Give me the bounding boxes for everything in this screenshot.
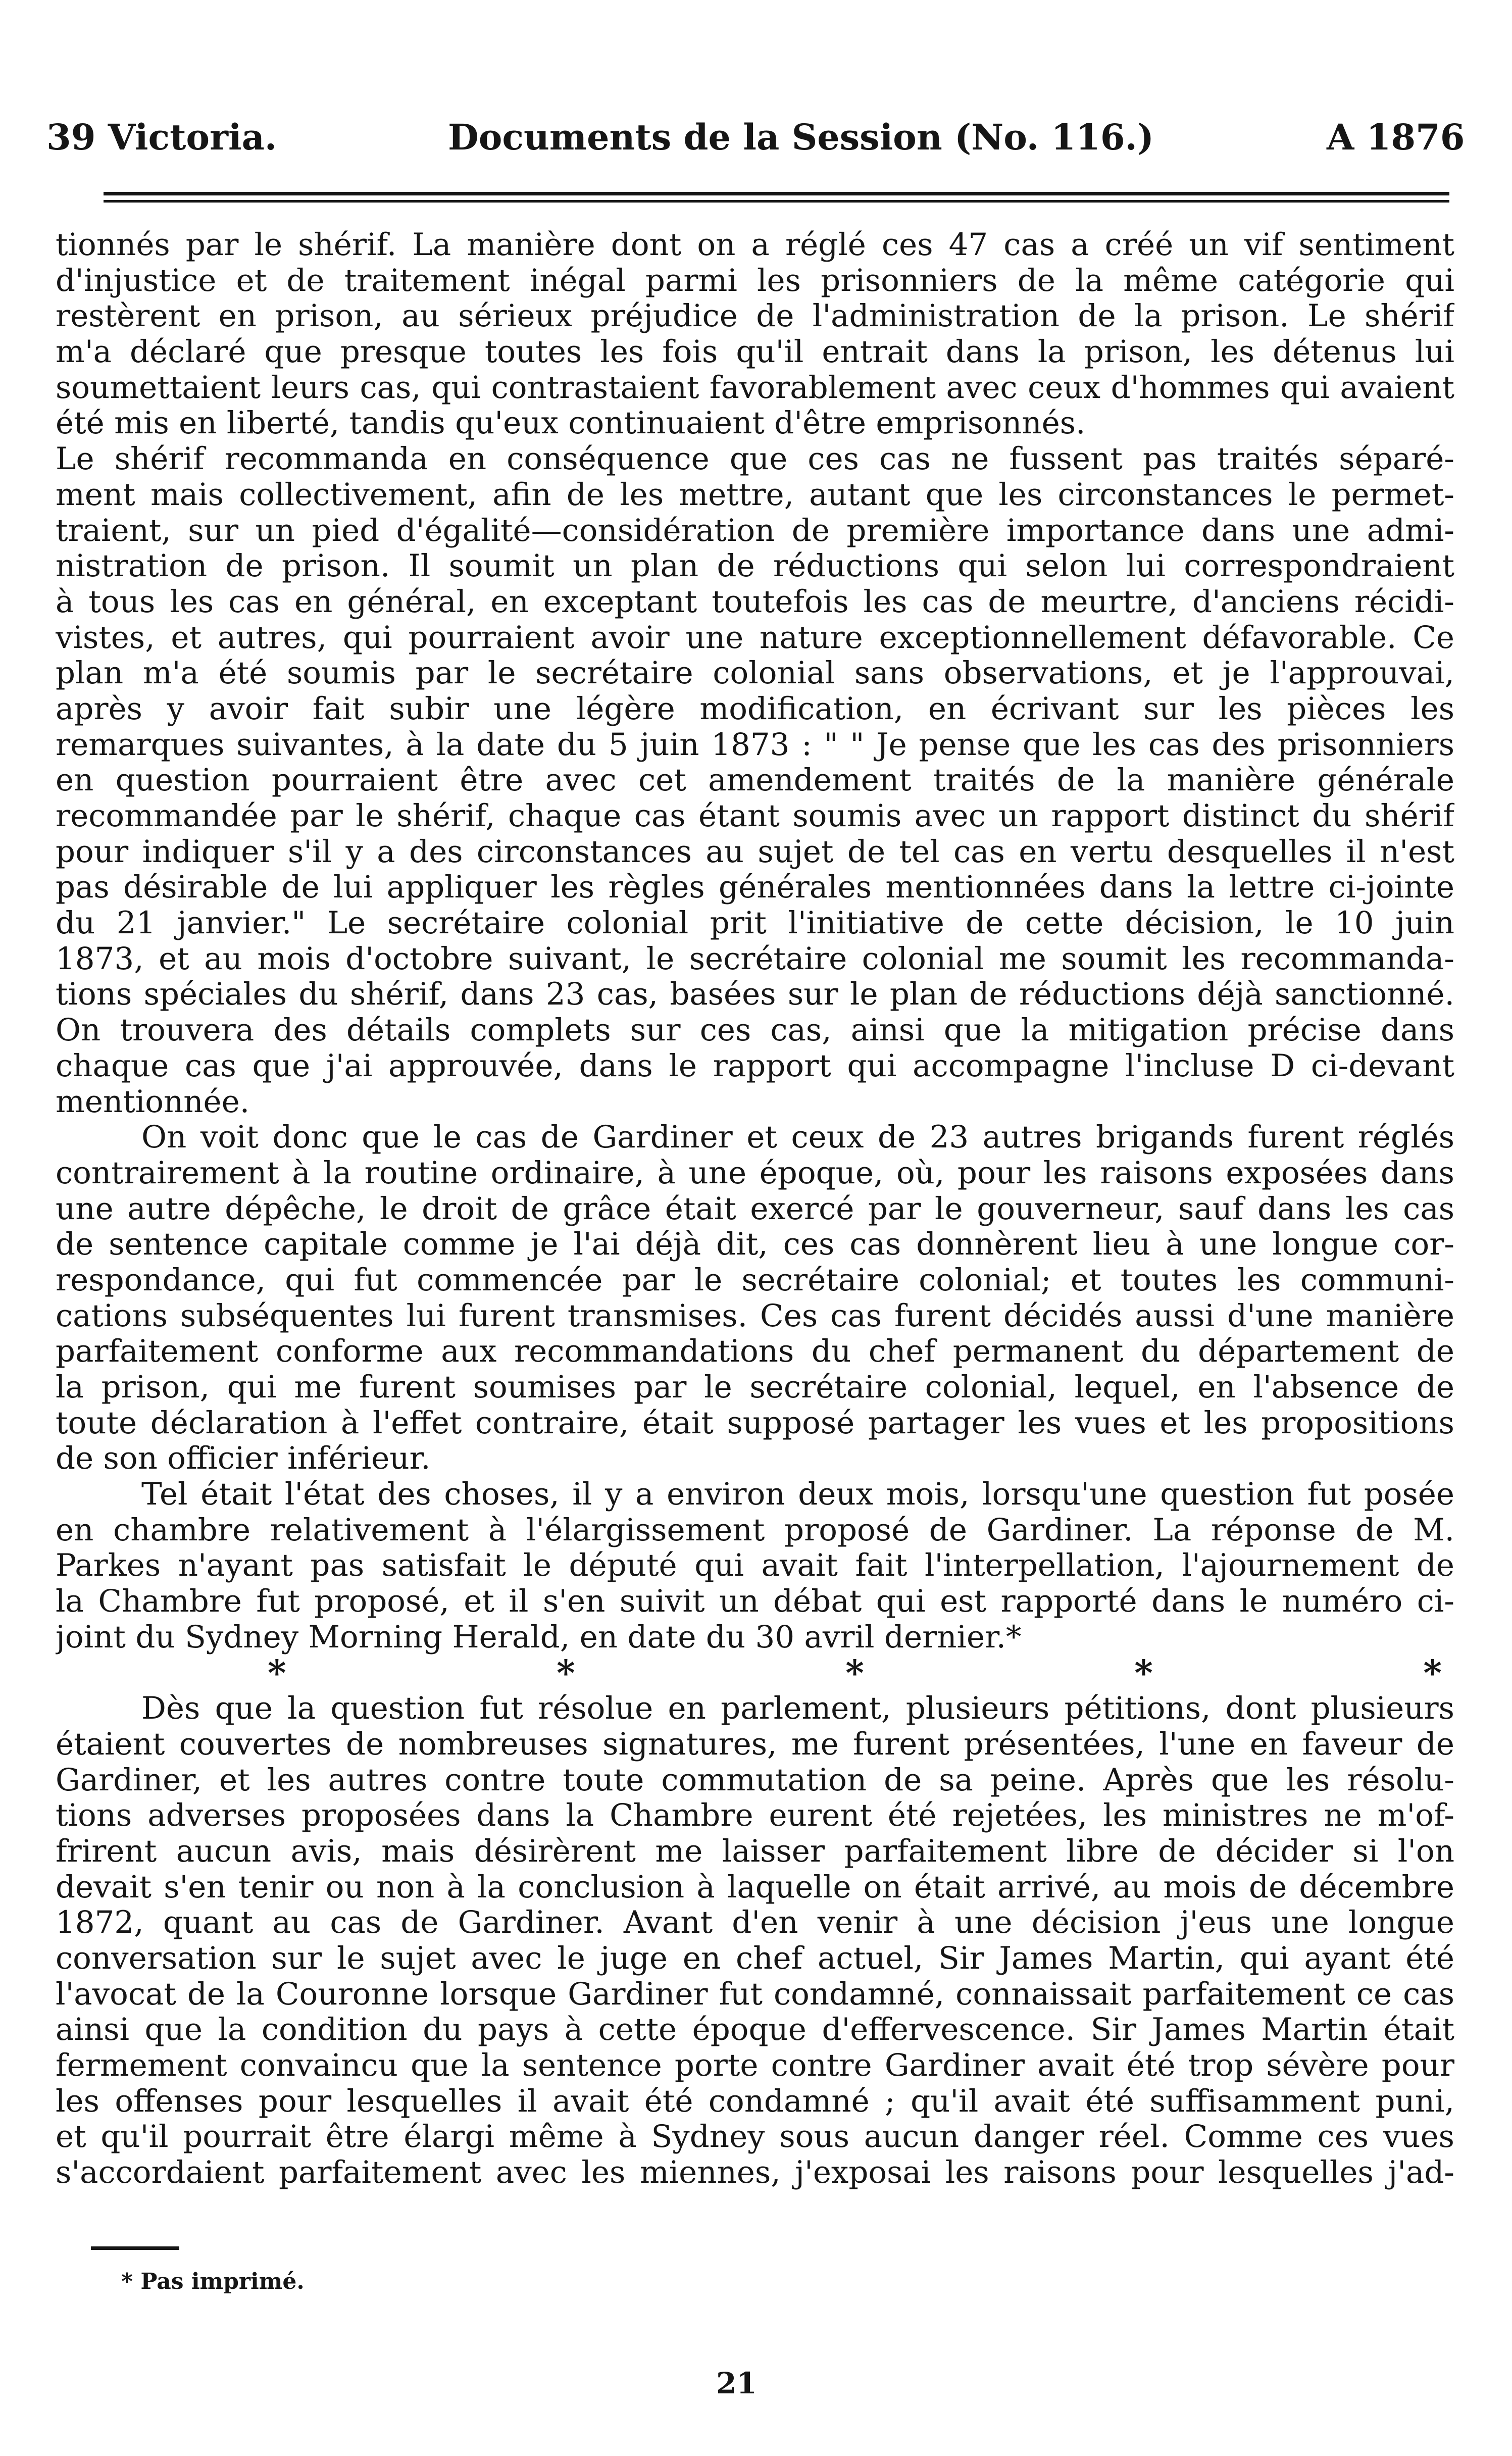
header-year: A 1876 <box>1327 116 1465 158</box>
text-line: traient, sur un pied d'égalité—considération de première importance dans une admi- <box>56 513 1454 548</box>
text-line: tionnés par le shérif. La manière dont on a réglé ces 47 cas a créé un vif sentiment <box>56 227 1454 263</box>
text-line: d'injustice et de traitement inégal parmi les prisonniers de la même catégorie qui <box>56 263 1454 298</box>
text-line: de sentence capitale comme je l'ai déjà dit, ces cas donnèrent lieu à une longue cor- <box>56 1227 1454 1263</box>
text-line: du 21 janvier." Le secrétaire colonial prit l'initiative de cette décision, le 10 juin <box>56 906 1454 941</box>
text-line: fermement convaincu que la sentence porte contre Gardiner avait été trop sévère pour <box>56 2048 1454 2084</box>
text-line: remarques suivantes, à la date du 5 juin 1873 : " " Je pense que les cas des prisonniers <box>56 727 1454 763</box>
text-line: 1872, quant au cas de Gardiner. Avant d'en venir à une décision j'eus une longue <box>56 1905 1454 1941</box>
text-line: recommandée par le shérif, chaque cas étant soumis avec un rapport distinct du shérif <box>56 798 1454 834</box>
text-line: conversation sur le sujet avec le juge en chef actuel, Sir James Martin, qui ayant été <box>56 1941 1454 1976</box>
text-line: ment mais collectivement, afin de les mettre, autant que les circonstances le permet- <box>56 477 1454 513</box>
header-rule-thin <box>104 200 1449 203</box>
separator-star: * <box>845 1651 864 1694</box>
text-line: joint du Sydney Morning Herald, en date du 30 avril dernier.* <box>56 1619 1022 1655</box>
text-line: On trouvera des détails complets sur ces cas, ainsi que la mitigation précise dans <box>56 1013 1454 1048</box>
running-header <box>46 96 1476 162</box>
separator-star: * <box>1423 1651 1442 1694</box>
text-line: m'a déclaré que presque toutes les fois qu'il entrait dans la prison, les détenus lui <box>56 334 1454 370</box>
text-line: vistes, et autres, qui pourraient avoir une nature exceptionnellement défavorable. Ce <box>56 620 1454 656</box>
text-line: parfaitement conforme aux recommandations du chef permanent du département de <box>56 1334 1454 1370</box>
text-line: soumettaient leurs cas, qui contrastaient favorablement avec ceux d'hommes qui avaient <box>56 370 1454 406</box>
text-line: l'avocat de la Couronne lorsque Gardiner fut condamné, connaissait parfaitement ce cas <box>56 1976 1454 2012</box>
text-line: une autre dépêche, le droit de grâce était exercé par le gouverneur, sauf dans les cas <box>56 1191 1454 1227</box>
text-line: chaque cas que j'ai approuvée, dans le rapport qui accompagne l'incluse D ci-devant <box>56 1048 1454 1084</box>
text-line: devait s'en tenir ou non à la conclusion à laquelle on était arrivé, au mois de décembre <box>56 1869 1454 1905</box>
text-line: Le shérif recommanda en conséquence que ces cas ne fussent pas traités séparé- <box>56 441 1454 477</box>
text-line: pas désirable de lui appliquer les règles générales mentionnées dans la lettre ci-jointe <box>56 870 1454 906</box>
text-line: à tous les cas en général, en exceptant toutefois les cas de meurtre, d'anciens récidi- <box>56 584 1454 620</box>
text-line: s'accordaient parfaitement avec les miennes, j'exposai les raisons pour lesquelles j'ad- <box>56 2155 1454 2191</box>
text-line: en chambre relativement à l'élargissement proposé de Gardiner. La réponse de M. <box>56 1512 1454 1548</box>
text-line: Tel était l'état des choses, il y a environ deux mois, lorsqu'une question fut posée <box>141 1477 1454 1513</box>
text-line: pour indiquer s'il y a des circonstances au sujet de tel cas en vertu desquelles il n'est <box>56 834 1454 870</box>
text-line: 1873, et au mois d'octobre suivant, le secrétaire colonial me soumit les recommanda- <box>56 941 1454 977</box>
text-line: après y avoir fait subir une légère modification, en écrivant sur les pièces les <box>56 691 1454 727</box>
text-line: la prison, qui me furent soumises par le secrétaire colonial, lequel, en l'absence de <box>56 1370 1454 1405</box>
text-line: On voit donc que le cas de Gardiner et ceux de 23 autres brigands furent réglés <box>141 1120 1454 1156</box>
header-rule-thick <box>104 192 1449 195</box>
separator-star: * <box>268 1651 286 1694</box>
text-line: tions spéciales du shérif, dans 23 cas, basées sur le plan de réductions déjà sanctionné. <box>56 977 1454 1013</box>
text-line: restèrent en prison, au sérieux préjudice de l'administration de la prison. Le shérif <box>56 298 1454 334</box>
text-line: en question pourraient être avec cet amendement traités de la manière générale <box>56 763 1454 798</box>
text-line: étaient couvertes de nombreuses signatures, me furent présentées, l'une en faveur de <box>56 1726 1454 1762</box>
text-line: été mis en liberté, tandis qu'eux continuaient d'être emprisonnés. <box>56 406 1086 441</box>
text-line: toute déclaration à l'effet contraire, était supposé partager les vues et les propositions <box>56 1405 1454 1441</box>
text-line: Parkes n'ayant pas satisfait le député qui avait fait l'interpellation, l'ajournement de <box>56 1548 1454 1584</box>
header-document-title: Documents de la Session (No. 116.) <box>448 116 1154 158</box>
separator-star: * <box>557 1651 575 1694</box>
text-line: de son officier inférieur. <box>56 1441 431 1477</box>
text-line: mentionnée. <box>56 1084 250 1120</box>
text-line: les offenses pour lesquelles il avait été condamné ; qu'il avait été suffisamment puni, <box>56 2083 1454 2119</box>
text-line: contrairement à la routine ordinaire, à une époque, où, pour les raisons exposées dans <box>56 1155 1454 1191</box>
separator-star: * <box>1134 1651 1153 1694</box>
text-line: cations subséquentes lui furent transmises. Ces cas furent décidés aussi d'une manière <box>56 1298 1454 1334</box>
section-separator <box>56 1651 1454 1694</box>
text-line: tions adverses proposées dans la Chambre eurent été rejetées, les ministres ne m'of- <box>56 1798 1454 1834</box>
text-line: respondance, qui fut commencée par le secrétaire colonial; et toutes les communi- <box>56 1262 1454 1298</box>
footnote: * Pas imprimé. <box>121 2269 305 2294</box>
body-text <box>56 227 1454 2191</box>
text-line: frirent aucun avis, mais désirèrent me laisser parfaitement libre de décider si l'on <box>56 1833 1454 1869</box>
header-session-year: 39 Victoria. <box>46 116 277 158</box>
footnote-rule <box>91 2246 179 2250</box>
text-line: nistration de prison. Il soumit un plan de réductions qui selon lui correspondraient <box>56 548 1454 584</box>
text-line: plan m'a été soumis par le secrétaire colonial sans observations, et je l'approuvai, <box>56 656 1454 691</box>
text-line: Dès que la question fut résolue en parlement, plusieurs pétitions, dont plusieurs <box>141 1691 1454 1727</box>
page-number: 21 <box>716 2366 757 2400</box>
text-line: Gardiner, et les autres contre toute commutation de sa peine. Après que les résolu- <box>56 1762 1454 1798</box>
text-line: la Chambre fut proposé, et il s'en suivit un débat qui est rapporté dans le numéro ci- <box>56 1584 1454 1620</box>
text-line: ainsi que la condition du pays à cette époque d'effervescence. Sir James Martin était <box>56 2012 1454 2048</box>
text-line: et qu'il pourrait être élargi même à Sydney sous aucun danger réel. Comme ces vues <box>56 2119 1454 2155</box>
